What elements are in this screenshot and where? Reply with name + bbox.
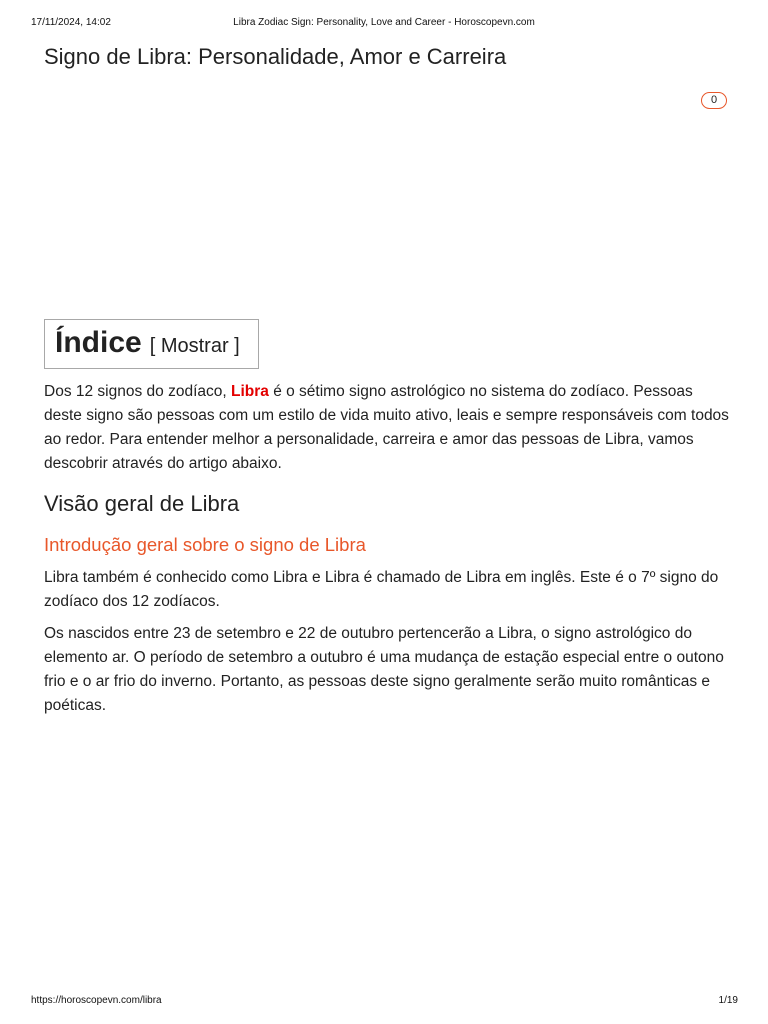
intro-paragraph: [44, 380, 734, 476]
subsection-heading-introduction: Introdução geral sobre o signo de Libra: [44, 534, 366, 555]
toc-title: Índice: [55, 326, 142, 359]
comment-count-badge[interactable]: 0: [701, 92, 727, 109]
intro-text-start: Dos 12 signos do zodíaco,: [44, 383, 231, 400]
print-document-title: Libra Zodiac Sign: Personality, Love and Career - Horoscopevn.com: [233, 17, 535, 28]
page-title: Signo de Libra: Personalidade, Amor e Carreira: [44, 44, 507, 69]
table-of-contents: [44, 319, 259, 369]
print-datetime: 17/11/2024, 14:02: [31, 17, 111, 28]
libra-link[interactable]: Libra: [230, 383, 269, 400]
toc-show-toggle[interactable]: [ Mostrar ]: [149, 335, 240, 357]
section-heading-overview: Visão geral de Libra: [44, 491, 240, 516]
intro-text-end: é o sétimo signo astrológico no sistema do zodíaco. Pessoas deste signo são pessoas com um estilo de vida muito ativo, leais e sempre responsáveis com todos ao redor. Para entender melhor a personalidade, carreira e amor das pessoas de Libra, vamos descobrir através do artigo abaixo.: [44, 383, 729, 472]
body-paragraph: Libra também é conhecido como Libra e Libra é chamado de Libra em inglês. Este é o 7º signo do zodíaco dos 12 zodíacos.: [44, 569, 719, 610]
print-page-url: https://horoscopevn.com/libra: [31, 995, 162, 1006]
body-paragraph: Os nascidos entre 23 de setembro e 22 de outubro pertencerão a Libra, o signo astrológico do elemento ar. O período de setembro a outubro é uma mudança de estação especial entre o outono frio e o ar frio do inverno. Portanto, as pessoas deste signo geralmente serão muito românticas e poéticas.: [44, 625, 724, 714]
print-page-number: 1/19: [718, 995, 738, 1006]
